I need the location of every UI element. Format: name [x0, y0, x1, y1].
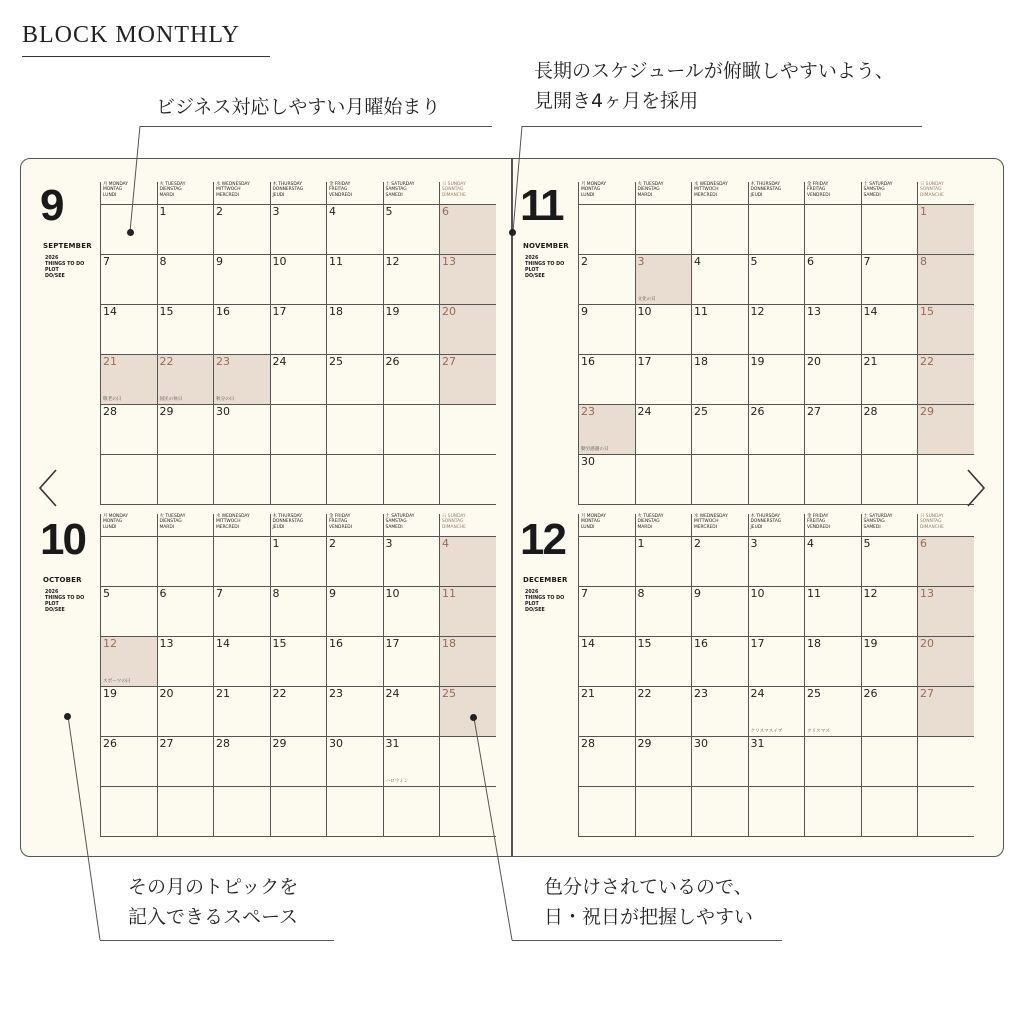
day-number: 15 [159, 305, 174, 318]
day-number: 16 [329, 637, 343, 650]
weekday-header: 日 SUNDAY SONNTAG DIMANCHE [920, 182, 944, 198]
callout-dot-business [127, 229, 134, 236]
annotation-topic-line1: その月のトピックを [128, 876, 299, 898]
day-number: 10 [637, 305, 652, 318]
day-number: 12 [750, 305, 765, 318]
day-number: 25 [807, 687, 821, 700]
day-number: 30 [216, 405, 230, 418]
annotation-topic-line2: 記入できるスペース [128, 906, 299, 928]
day-number: 22 [272, 687, 287, 700]
day-number: 11 [329, 255, 343, 268]
day-number: 10 [272, 255, 287, 268]
day-number: 15 [272, 637, 287, 650]
day-number: 31 [750, 737, 765, 750]
day-number: 14 [216, 637, 230, 650]
day-number: 27 [920, 687, 934, 700]
weekday-header: 日 SUNDAY SONNTAG DIMANCHE [442, 514, 466, 530]
day-number: 1 [637, 537, 645, 550]
holiday-name: 敬老の日 [103, 397, 122, 402]
day-number: 21 [863, 355, 878, 368]
day-number: 27 [442, 355, 456, 368]
day-number: 4 [329, 205, 336, 218]
day-number: 16 [694, 637, 708, 650]
day-number: 8 [920, 255, 927, 268]
holiday-name: スポーツの日 [103, 679, 131, 684]
day-number: 22 [637, 687, 652, 700]
month-meta: 2026 THINGS TO DO PLOT DO/SEE [525, 256, 565, 279]
weekday-header: 日 SUNDAY SONNTAG DIMANCHE [920, 514, 944, 530]
day-number: 30 [329, 737, 343, 750]
month-meta: 2026 THINGS TO DO PLOT DO/SEE [45, 590, 85, 613]
month-name: NOVEMBER [523, 242, 569, 250]
day-number: 28 [216, 737, 230, 750]
day-number: 1 [920, 205, 927, 218]
month-name: SEPTEMBER [43, 242, 92, 250]
day-number: 11 [694, 305, 708, 318]
day-number: 6 [920, 537, 927, 550]
day-number: 28 [863, 405, 878, 418]
day-number: 18 [694, 355, 708, 368]
day-number: 14 [581, 637, 595, 650]
day-number: 23 [694, 687, 708, 700]
weekday-header: 土 SATURDAY SAMSTAG SAMEDI [863, 182, 893, 198]
day-number: 9 [694, 587, 701, 600]
day-number: 25 [442, 687, 456, 700]
day-number: 2 [329, 537, 336, 550]
day-number: 14 [863, 305, 878, 318]
day-number: 20 [920, 637, 934, 650]
day-number: 5 [103, 587, 110, 600]
day-number: 16 [216, 305, 230, 318]
weekday-header: 土 SATURDAY SAMSTAG SAMEDI [385, 514, 415, 530]
holiday-name: 勤労感謝の日 [581, 447, 609, 452]
chevron-left-icon[interactable] [36, 468, 60, 508]
day-number: 9 [329, 587, 336, 600]
day-number: 27 [159, 737, 174, 750]
weekday-header: 金 FRIDAY FREITAG VENDREDI [329, 182, 352, 198]
day-number: 31 [385, 737, 400, 750]
annotation-color-line2: 日・祝日が把握しやすい [544, 906, 754, 928]
day-number: 13 [442, 255, 456, 268]
day-number: 6 [442, 205, 449, 218]
day-number: 5 [385, 205, 393, 218]
month-number: 9 [40, 181, 63, 230]
day-number: 25 [694, 405, 708, 418]
day-number: 10 [385, 587, 400, 600]
day-number: 21 [581, 687, 595, 700]
day-number: 12 [863, 587, 878, 600]
month-number: 11 [520, 181, 563, 230]
day-number: 8 [272, 587, 280, 600]
day-number: 30 [694, 737, 708, 750]
day-number: 28 [103, 405, 117, 418]
day-number: 13 [159, 637, 174, 650]
annotation-business: ビジネス対応しやすい月曜始まり [156, 96, 441, 118]
day-number: 26 [750, 405, 765, 418]
day-number: 3 [637, 255, 645, 268]
day-number: 5 [863, 537, 871, 550]
weekday-header: 木 THURSDAY DONNERSTAG JEUDI [272, 182, 304, 198]
holiday-name: 文化の日 [637, 297, 656, 302]
weekday-header: 金 FRIDAY FREITAG VENDREDI [807, 182, 830, 198]
month-number: 10 [40, 515, 85, 564]
day-number: 18 [329, 305, 343, 318]
day-number: 4 [694, 255, 701, 268]
day-number: 23 [581, 405, 595, 418]
day-number: 19 [385, 305, 400, 318]
day-number: 7 [581, 587, 588, 600]
day-number: 3 [385, 537, 393, 550]
day-number: 7 [863, 255, 871, 268]
weekday-header: 金 FRIDAY FREITAG VENDREDI [807, 514, 830, 530]
day-number: 27 [807, 405, 821, 418]
weekday-header: 水 WEDNESDAY MITTWOCH MERCREDI [216, 514, 250, 530]
holiday-name: 秋分の日 [216, 397, 235, 402]
page-title: BLOCK MONTHLY [22, 22, 240, 48]
weekday-header: 日 SUNDAY SONNTAG DIMANCHE [442, 182, 466, 198]
day-number: 17 [637, 355, 652, 368]
day-number: 2 [216, 205, 223, 218]
day-number: 2 [581, 255, 588, 268]
day-number: 9 [216, 255, 223, 268]
day-number: 11 [807, 587, 821, 600]
day-number: 22 [920, 355, 934, 368]
day-number: 21 [216, 687, 230, 700]
month-meta: 2026 THINGS TO DO PLOT DO/SEE [525, 590, 565, 613]
day-number: 24 [272, 355, 287, 368]
day-number: 24 [637, 405, 652, 418]
annotation-color-line1: 色分けされているので、 [544, 876, 753, 898]
day-number: 13 [920, 587, 934, 600]
month-number: 12 [520, 515, 565, 564]
day-number: 23 [216, 355, 230, 368]
weekday-header: 木 THURSDAY DONNERSTAG JEUDI [750, 514, 782, 530]
day-number: 19 [103, 687, 117, 700]
day-number: 24 [750, 687, 765, 700]
day-number: 20 [159, 687, 174, 700]
day-number: 25 [329, 355, 343, 368]
weekday-header: 土 SATURDAY SAMSTAG SAMEDI [863, 514, 893, 530]
day-number: 28 [581, 737, 595, 750]
day-number: 15 [637, 637, 652, 650]
day-number: 15 [920, 305, 934, 318]
day-number: 13 [807, 305, 821, 318]
day-number: 9 [581, 305, 588, 318]
day-number: 6 [807, 255, 814, 268]
day-number: 14 [103, 305, 117, 318]
day-number: 29 [159, 405, 174, 418]
day-number: 26 [863, 687, 878, 700]
day-number: 23 [329, 687, 343, 700]
day-number: 10 [750, 587, 765, 600]
annotation-overview-line2: 見開き4ヶ月を採用 [534, 90, 699, 112]
day-number: 29 [272, 737, 287, 750]
day-number: 5 [750, 255, 758, 268]
day-number: 29 [637, 737, 652, 750]
weekday-header: 土 SATURDAY SAMSTAG SAMEDI [385, 182, 415, 198]
event-name: クリスマス [807, 729, 830, 734]
day-number: 3 [272, 205, 280, 218]
weekday-header: 月 MONDAY MONTAG LUNDI [581, 514, 606, 530]
day-number: 2 [694, 537, 701, 550]
day-number: 17 [385, 637, 400, 650]
day-number: 21 [103, 355, 117, 368]
weekday-header: 水 WEDNESDAY MITTWOCH MERCREDI [216, 182, 250, 198]
day-number: 17 [272, 305, 287, 318]
day-number: 12 [103, 637, 117, 650]
day-number: 19 [750, 355, 765, 368]
day-number: 7 [216, 587, 223, 600]
callout-dot-color [470, 714, 477, 721]
day-number: 26 [385, 355, 400, 368]
day-number: 12 [385, 255, 400, 268]
weekday-header: 金 FRIDAY FREITAG VENDREDI [329, 514, 352, 530]
day-number: 6 [159, 587, 167, 600]
day-number: 8 [637, 587, 645, 600]
weekday-header: 月 MONDAY MONTAG LUNDI [103, 182, 128, 198]
day-number: 1 [272, 537, 280, 550]
weekday-header: 木 THURSDAY DONNERSTAG JEUDI [272, 514, 304, 530]
day-number: 26 [103, 737, 117, 750]
day-number: 4 [442, 537, 449, 550]
day-number: 19 [863, 637, 878, 650]
day-number: 7 [103, 255, 110, 268]
day-number: 30 [581, 455, 595, 468]
weekday-header: 水 WEDNESDAY MITTWOCH MERCREDI [694, 182, 728, 198]
month-name: OCTOBER [43, 576, 82, 584]
callout-dot-overview [509, 229, 516, 236]
weekday-header: 火 TUESDAY DIENSTAG MARDI [159, 182, 186, 198]
day-number: 18 [442, 637, 456, 650]
weekday-header: 木 THURSDAY DONNERSTAG JEUDI [750, 182, 782, 198]
weekday-header: 月 MONDAY MONTAG LUNDI [581, 182, 606, 198]
day-number: 20 [442, 305, 456, 318]
month-name: DECEMBER [523, 576, 568, 584]
event-name: クリスマスイブ [750, 729, 783, 734]
day-number: 17 [750, 637, 765, 650]
day-number: 1 [159, 205, 167, 218]
day-number: 29 [920, 405, 934, 418]
annotation-overview-line1: 長期のスケジュールが俯瞰しやすいよう、 [534, 60, 894, 82]
day-number: 20 [807, 355, 821, 368]
weekday-header: 火 TUESDAY DIENSTAG MARDI [637, 514, 664, 530]
day-number: 16 [581, 355, 595, 368]
day-number: 18 [807, 637, 821, 650]
holiday-name: 国民の休日 [159, 397, 183, 402]
day-number: 8 [159, 255, 167, 268]
event-name: ハロウィン [385, 779, 409, 784]
weekday-header: 月 MONDAY MONTAG LUNDI [103, 514, 128, 530]
day-number: 11 [442, 587, 456, 600]
weekday-header: 水 WEDNESDAY MITTWOCH MERCREDI [694, 514, 728, 530]
chevron-right-icon[interactable] [964, 468, 988, 508]
day-number: 22 [159, 355, 174, 368]
month-meta: 2026 THINGS TO DO PLOT DO/SEE [45, 256, 85, 279]
day-number: 3 [750, 537, 758, 550]
callout-dot-topic [64, 713, 71, 720]
weekday-header: 火 TUESDAY DIENSTAG MARDI [159, 514, 186, 530]
day-number: 24 [385, 687, 400, 700]
weekday-header: 火 TUESDAY DIENSTAG MARDI [637, 182, 664, 198]
day-number: 4 [807, 537, 814, 550]
